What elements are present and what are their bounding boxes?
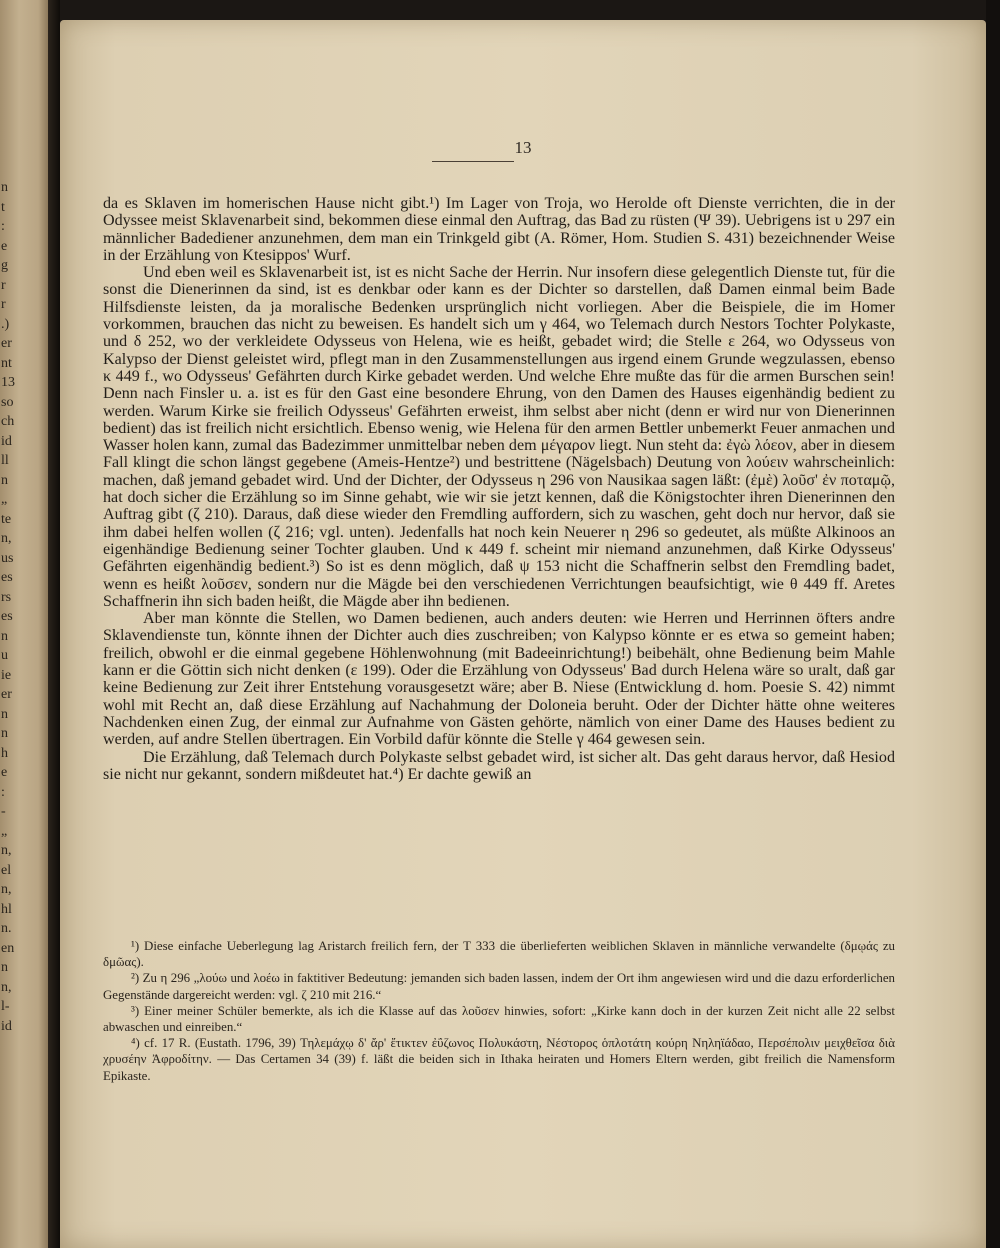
paragraph: Aber man könnte die Stellen, wo Damen bedienen, auch anders deuten: wie Herren und Herrinnen öfters andre Sklavendienste tun, könnte ihnen der Dichter auch dies zuschreiben; von Kalypso könnte er es etwa so gemeint haben; freilich, obwohl er die einmal gegebene Höhlenwohnung (mit Badeeinrichtung!) beibehält, ohne Bedienung beim Mahle kann er die Göttin sich nicht denken (ε 199). Oder die Erzählung von Odysseus' Bad durch Helena wäre so uralt, daß gar keine Bedienung zur Zeit ihrer Entstehung vorausgesetzt wäre; aber B. Niese (Entwicklung d. hom. Poesie S. 42) nimmt wohl mit Recht an, daß diese Erzählung auf Nachahmung der Doloneia beruht. Oder der Dichter hätte ohne weiteres Nachdenken einen Zug, der einmal zur Aufnahme von Gästen gehörte, nämlich von einer Dame des Hauses bedient zu werden, auf andre Stellen übertragen. Ein Vorbild dafür könnte die Stelle γ 464 gewesen sein. <box>103 610 895 749</box>
adjacent-page-fragment: n <box>1 472 8 488</box>
book-page <box>60 20 986 1248</box>
adjacent-page-fragment: e <box>1 765 8 780</box>
footnote: ²) Zu η 296 „λούω und λοέω in faktitiver Bedeutung: jemanden sich baden lassen, indem der Ort ihm angewiesen wird und die dazu erforderlichen Gegenstände dargereicht werden: vgl. ζ 210 mit 216.“ <box>103 971 895 1002</box>
footnote: ³) Einer meiner Schüler bemerkte, als ich die Klasse auf das λοῦσεν hinwies, sofort: „Kirke kann doch in der kurzen Zeit nicht alle 22 selbst abwaschen und einreiben.“ <box>103 1003 895 1035</box>
footnotes <box>103 938 895 1084</box>
adjacent-page-fragment: er <box>1 336 12 351</box>
adjacent-page-fragment: n <box>1 706 8 722</box>
paragraph: Die Erzählung, daß Telemach durch Polykaste selbst gebadet wird, ist sicher alt. Das geht daraus hervor, daß Hesiod sie nicht nur gekannt, sondern mißdeutet hat.⁴) Er dachte gewiß an <box>103 748 895 783</box>
adjacent-page-fragment: n <box>1 180 8 195</box>
adjacent-page-fragment: : <box>1 784 5 800</box>
paragraph: Und eben weil es Sklavenarbeit ist, ist es nicht Sache der Herrin. Nur insofern diese gelegentlich Dienste tut, für die sonst die Dienerinnen da sind, ist es denkbar oder kann es der Dichter so darstellen, daß Damen einmal beim Bade Hilfsdienste leisten, da ja moralische Bedenken ursprünglich nicht vorliegen. Aber die Beispiele, die im Homer vorkommen, brauchen das nicht zu beweisen. Es handelt sich um γ 464, wo Telemach durch Nestors Tochter Polykaste, und δ 252, wo der verkleidete Odysseus von Helena, wie es heißt, gebadet wird; die Stelle ε 264, wo Odysseus von Kalypso der Dienst geleistet wird, pflegt man in den Zusammenstellungen aus irgend einem Grunde wegzulassen, ebenso κ 449 f., wo Odysseus' Gefährten durch Kirke gebadet werden. Und welche Ehre mußte das für die armen Burschen sein! Denn nach Finsler u. a. ist es für den Gast eine besondere Ehrung, von den Damen des Hauses eigenhändig bedient zu werden. Warum Kirke sie freilich Odysseus' Gefährten erweist, ihm selbst aber nicht (denn er wird nur von Dienerinnen bedient) das ist freilich nicht ersichtlich. Ebenso wenig, wie Helena für den armen Bettler unbemerkt Feuer anmachen und Wasser holen kann, zumal das Badezimmer unmittelbar neben dem μέγαρον liegt. Nun steht da: ἐγὼ λόεον, aber in diesem Fall klingt die schon längst gegebene (Ameis-Hentze²) und bestrittene (Nägelsbach) Deutung von λούειν wahrscheinlich: machen, daß jemand gebadet wird. Und der Dichter, der Odysseus η 296 von Nausikaa sagen läßt: (ἐμὲ) λοῦσ' ἐν ποταμῷ, hat doch sicher die Erzählung so im Sinne gehabt, wie wir sie jetzt kennen, daß die Königstochter ihren Dienerinnen den Auftrag gibt (ζ 210). Daraus, daß diese wieder den Fremdling auffordern, sich zu waschen, geht doch nur hervor, daß sie ihm dabei helfen wollen (ζ 216; vgl. unten). Jedenfalls hat noch kein Neuerer η 296 so gedeutet, als müßte Alkinoos an eigenhändige Bedienung seiner Tochter glauben. Und κ 449 f. scheint mir niemand anzunehmen, daß Kirke Odysseus' Gefährten eigenhändig bedient.³) So ist es denn möglich, daß ψ 153 nicht die Schaffnerin selbst den Fremdling badet, wenn es heißt λοῦσεν, sondern nur die Mägde bei den verschiedenen Verrichtungen beaufsichtigt, wie θ 449 ff. Aretes Schaffnerin ihn sich baden heißt, die Mägde aber ihn bedienen. <box>103 264 895 610</box>
adjacent-page-fragment: h <box>1 745 8 761</box>
adjacent-page-fragment: n, <box>1 979 12 995</box>
adjacent-page-fragment: n, <box>1 531 12 546</box>
adjacent-page-fragment: u <box>1 648 8 663</box>
paragraph: da es Sklaven im homerischen Hause nicht gibt.¹) Im Lager von Troja, wo Herolde oft Dienste verrichten, die in der Odyssee meist Sklavenarbeit sind, bekommen diese einmal den Auftrag, das Bad zu rüsten (Ψ 39). Uebrigens ist υ 297 ein männlicher Badediener anzunehmen, dem man ein Trinkgeld gibt (A. Römer, Hom. Studien S. 431) bezeichnender Weise in der Erzählung von Ktesippos' Wurf. <box>103 195 895 264</box>
adjacent-page-fragment: - <box>1 804 6 819</box>
adjacent-page-fragment: er <box>1 687 12 702</box>
adjacent-page-fragment: n. <box>1 921 12 936</box>
scan-background-right <box>986 0 1000 1248</box>
page-number: 13 <box>514 138 532 157</box>
adjacent-page-fragment: g <box>1 258 8 273</box>
footnote: ¹) Diese einfache Ueberlegung lag Aristarch freilich fern, der Τ 333 die überlieferten weiblichen Sklaven in männliche verwandelte (δμῳάς zu δμῶας). <box>103 939 895 970</box>
adjacent-page-fragment: r <box>1 277 6 293</box>
adjacent-page-fragment: nt <box>1 355 12 371</box>
adjacent-page-fragment: „ <box>1 823 8 839</box>
adjacent-page-edge <box>0 0 48 1248</box>
adjacent-page-fragment: so <box>1 394 14 410</box>
footnote: ⁴) cf. 17 R. (Eustath. 1796, 39) Τηλεμάχῳ δ' ἄρ' ἔτικτεν ἐΰζωνος Πολυκάστη, Νέστορος ὁπλοτάτη κούρη Νηληϊάδαο, Περσέπολιν μειχθεῖσα διὰ χρυσέην Ἀφροδίτην. — Das Certamen 34 (39) f. läßt die beiden sich in Ithaka heiraten und Homers Eltern werden, gibt freilich die Namensform Epikaste. <box>103 1036 895 1083</box>
adjacent-page-fragment: n <box>1 726 8 741</box>
adjacent-page-fragment: id <box>1 433 12 449</box>
adjacent-page-fragment: ch <box>1 414 15 429</box>
adjacent-page-fragment: „ <box>1 492 8 507</box>
adjacent-page-fragment: n, <box>1 882 12 897</box>
adjacent-page-fragment: t <box>1 199 5 215</box>
adjacent-page-fragment: n <box>1 960 8 975</box>
book-gutter <box>48 0 60 1248</box>
adjacent-page-fragment: .) <box>1 316 10 332</box>
adjacent-page-fragment: el <box>1 862 12 878</box>
main-text <box>103 195 895 783</box>
adjacent-page-fragment: us <box>1 550 14 566</box>
scan-background-top <box>60 0 986 20</box>
adjacent-page-fragment: l- <box>1 999 10 1014</box>
adjacent-page-fragment: hl <box>1 901 12 917</box>
adjacent-page-fragment: ie <box>1 667 12 683</box>
adjacent-page-fragment: n, <box>1 843 12 858</box>
adjacent-page-fragment: rs <box>1 589 12 605</box>
header-rule <box>432 161 514 162</box>
adjacent-page-fragment: r <box>1 297 6 312</box>
adjacent-page-fragment: ll <box>1 453 9 468</box>
adjacent-page-fragment: es <box>1 609 13 624</box>
adjacent-page-fragment: : <box>1 219 5 234</box>
adjacent-page-fragment: en <box>1 940 15 956</box>
adjacent-page-fragment: 13 <box>1 375 15 390</box>
adjacent-page-fragment: id <box>1 1018 12 1034</box>
adjacent-page-fragment: n <box>1 628 8 644</box>
adjacent-page-fragment: te <box>1 511 12 527</box>
adjacent-page-fragment: es <box>1 570 13 585</box>
adjacent-page-fragment: e <box>1 238 8 254</box>
